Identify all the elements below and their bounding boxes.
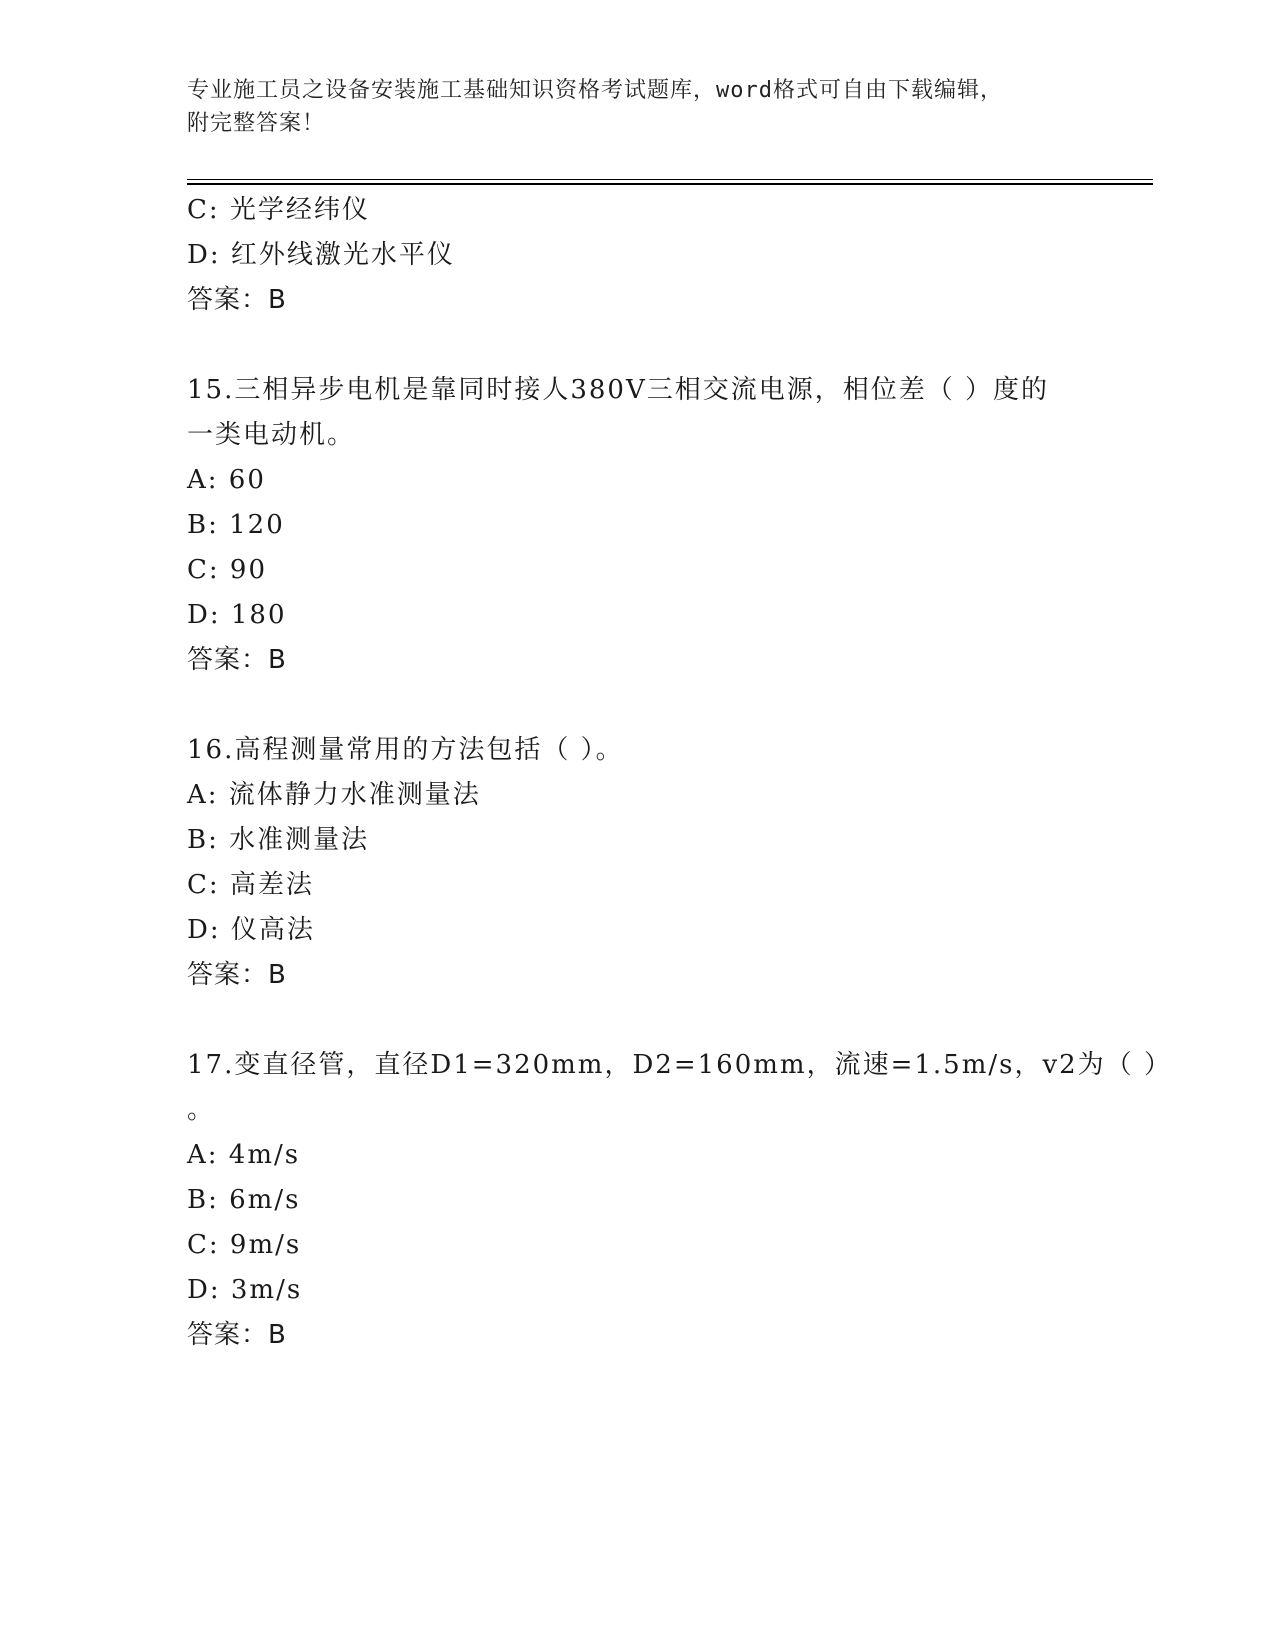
q16-answer: 答案：B <box>187 960 287 990</box>
q14-option-d: D: 红外线激光水平仪 <box>187 240 455 270</box>
q15-option-c: C: 90 <box>187 555 268 585</box>
document-header <box>187 74 1087 140</box>
q15-option-a: A: 60 <box>187 465 266 495</box>
q17-option-d: D: 3m/s <box>187 1275 303 1305</box>
header-line-2: 附完整答案！ <box>187 111 326 136</box>
q15-option-d: D: 180 <box>187 600 287 630</box>
header-divider-thick <box>187 183 1153 185</box>
q15-answer: 答案：B <box>187 645 287 675</box>
q15-stem-line-2: 一类电动机。 <box>187 420 356 450</box>
q17-option-b: B: 6m/s <box>187 1185 301 1215</box>
header-line-1: 专业施工员之设备安装施工基础知识资格考试题库，word格式可自由下载编辑， <box>187 78 1003 103</box>
q17-answer: 答案：B <box>187 1320 287 1350</box>
q16-option-b: B: 水准测量法 <box>187 825 370 855</box>
q16-option-a: A: 流体静力水准测量法 <box>187 780 481 810</box>
q17-stem-line-2: 。 <box>187 1095 216 1125</box>
header-divider-thin <box>187 179 1153 180</box>
q15-option-b: B: 120 <box>187 510 285 540</box>
q16-option-d: D: 仪高法 <box>187 915 315 945</box>
q17-stem-line-1: 17.变直径管，直径D1=320mm，D2=160mm，流速=1.5m/s，v2为（ ） <box>187 1050 1172 1080</box>
q14-option-c: C: 光学经纬仪 <box>187 195 370 225</box>
q17-option-c: C: 9m/s <box>187 1230 302 1260</box>
q14-answer: 答案：B <box>187 285 287 315</box>
q16-stem-line-1: 16.高程测量常用的方法包括（ ）。 <box>187 735 624 765</box>
q16-option-c: C: 高差法 <box>187 870 314 900</box>
q17-option-a: A: 4m/s <box>187 1140 301 1170</box>
q15-stem-line-1: 15.三相异步电机是靠同时接人380V三相交流电源，相位差（ ）度的 <box>187 375 1050 405</box>
